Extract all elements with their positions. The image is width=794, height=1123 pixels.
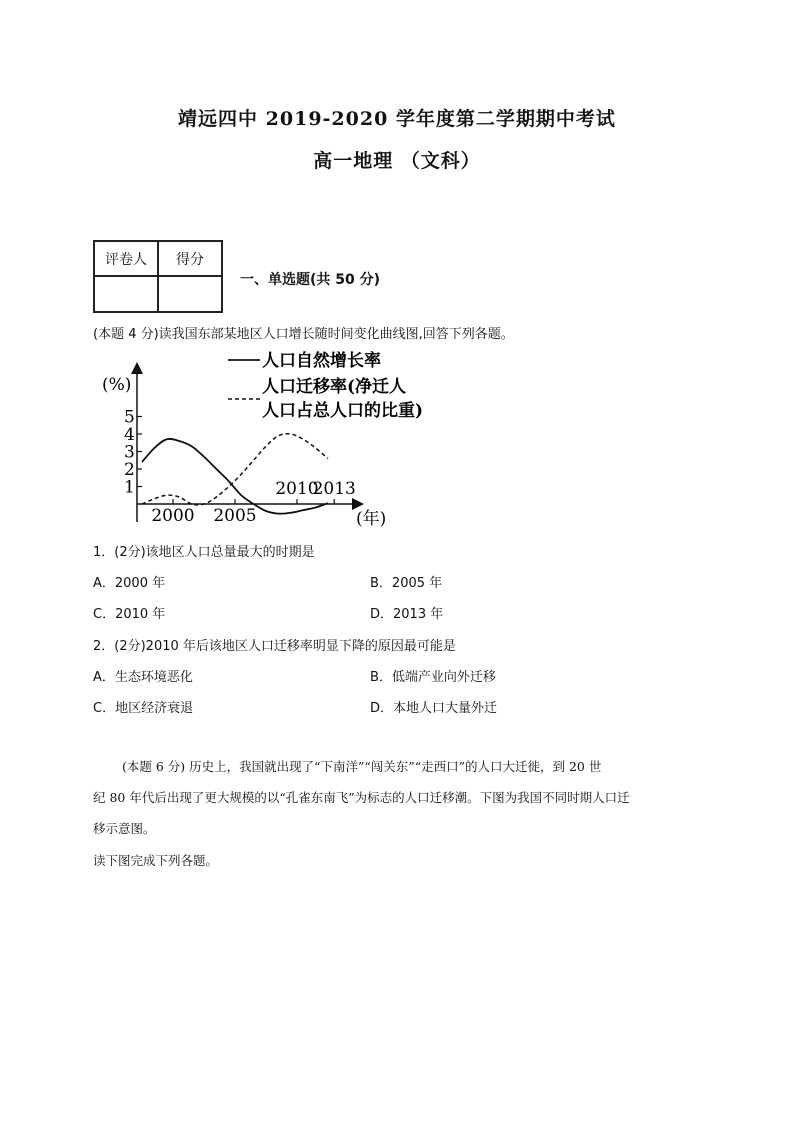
exam-title: 靖远四中 2019-2020 学年度第二学期期中考试 xyxy=(178,108,616,130)
question-1-stem: 1．(2分)该地区人口总量最大的时期是 xyxy=(93,545,315,560)
question-1-option-d[interactable]: D．2013 年 xyxy=(370,607,444,622)
legend-dashed-label-line1: 人口迁移率(净迁人 xyxy=(262,377,407,397)
group2-line2: 纪 80 年代后出现了更大规模的以“孔雀东南飞”为标志的人口迁移潮。下图为我国不同时期人口迁 xyxy=(93,790,630,805)
grader-cell[interactable] xyxy=(94,276,158,312)
question-1-option-c[interactable]: C．2010 年 xyxy=(93,607,166,622)
group2-line3: 移示意图。 xyxy=(93,821,156,836)
x-tick-label: 2000 xyxy=(151,506,195,526)
y-tick-label: 3 xyxy=(124,442,135,463)
score-label: 得分 xyxy=(158,241,222,276)
question-2-option-d[interactable]: D．本地人口大量外迁 xyxy=(370,701,498,716)
question-2-stem: 2．(2分)2010 年后该地区人口迁移率明显下降的原因最可能是 xyxy=(93,639,456,654)
score-cell[interactable] xyxy=(158,276,222,312)
legend-solid-label: 人口自然增长率 xyxy=(262,351,381,371)
x-unit-label: (年) xyxy=(356,509,387,529)
grader-label: 评卷人 xyxy=(94,241,158,276)
question-2-option-a[interactable]: A．生态环境恶化 xyxy=(93,670,193,685)
score-table xyxy=(93,240,223,313)
y-tick-label: 4 xyxy=(124,425,135,445)
exam-subtitle: 高一地理 （文科） xyxy=(313,150,481,172)
group2-line4: 读下图完成下列各题。 xyxy=(93,853,219,868)
question-1-option-b[interactable]: B．2005 年 xyxy=(370,576,443,591)
group1-intro: (本题 4 分)读我国东部某地区人口增长随时间变化曲线图,回答下列各题。 xyxy=(93,327,514,342)
x-tick-label: 2005 xyxy=(213,506,257,526)
group2-line1: (本题 6 分) 历史上，我国就出现了“下南洋”“闯关东”“走西口”的人口大迁徙，到 20 世 xyxy=(122,759,602,774)
y-tick-label: 1 xyxy=(124,477,135,498)
population-chart xyxy=(100,350,460,530)
question-2-option-b[interactable]: B．低端产业向外迁移 xyxy=(370,670,496,685)
legend-dashed-label-line2: 人口占总人口的比重) xyxy=(262,401,424,421)
question-2-option-c[interactable]: C．地区经济衰退 xyxy=(93,701,194,716)
y-tick-label: 2 xyxy=(124,460,135,480)
y-unit-label: (%) xyxy=(102,375,132,395)
question-1-option-a[interactable]: A．2000 年 xyxy=(93,576,166,591)
x-tick-label: 2010 xyxy=(275,479,319,499)
y-tick-label: 5 xyxy=(124,407,135,428)
section-title: 一、单选题(共 50 分) xyxy=(240,272,381,288)
x-tick-label: 2013 xyxy=(312,479,356,499)
